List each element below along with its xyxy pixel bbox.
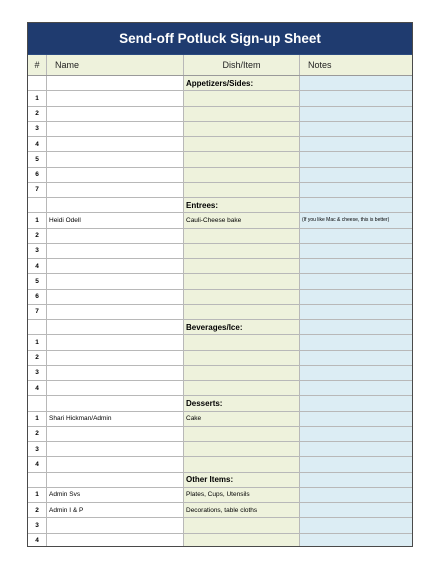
dish-cell[interactable] xyxy=(184,381,300,395)
notes-cell[interactable] xyxy=(300,351,412,365)
dish-cell[interactable] xyxy=(184,274,300,288)
dish-cell[interactable] xyxy=(184,305,300,319)
row-number: 4 xyxy=(28,137,47,151)
name-cell[interactable] xyxy=(47,457,184,471)
section-label: Appetizers/Sides: xyxy=(184,76,300,90)
row-number: 3 xyxy=(28,366,47,380)
name-cell[interactable] xyxy=(47,534,184,548)
dish-cell[interactable]: Decorations, table cloths xyxy=(184,503,300,517)
header-notes: Notes xyxy=(308,60,332,70)
signup-row xyxy=(28,366,412,381)
name-cell[interactable] xyxy=(47,259,184,273)
name-cell[interactable] xyxy=(47,91,184,105)
name-cell[interactable] xyxy=(47,229,184,243)
section-notes-cell xyxy=(300,473,412,487)
signup-row xyxy=(28,534,412,548)
section-label: Other Items: xyxy=(184,473,300,487)
signup-row xyxy=(28,305,412,320)
name-cell[interactable] xyxy=(47,122,184,136)
signup-row xyxy=(28,122,412,137)
header-number: # xyxy=(28,55,47,75)
row-number: 4 xyxy=(28,259,47,273)
dish-cell[interactable] xyxy=(184,534,300,548)
row-number: 3 xyxy=(28,442,47,456)
name-cell[interactable] xyxy=(47,366,184,380)
row-number: 5 xyxy=(28,152,47,166)
dish-cell[interactable] xyxy=(184,442,300,456)
notes-cell[interactable] xyxy=(300,122,412,136)
signup-row xyxy=(28,152,412,167)
notes-cell[interactable] xyxy=(300,152,412,166)
signup-row xyxy=(28,381,412,396)
notes-cell[interactable] xyxy=(300,534,412,548)
name-cell[interactable] xyxy=(47,305,184,319)
section-number-cell xyxy=(28,76,47,90)
dish-cell[interactable] xyxy=(184,244,300,258)
name-cell[interactable] xyxy=(47,183,184,197)
section-name-cell xyxy=(47,198,184,212)
section-notes-cell xyxy=(300,396,412,410)
signup-row xyxy=(28,213,412,228)
name-cell[interactable]: Admin I & P xyxy=(47,503,184,517)
dish-cell[interactable] xyxy=(184,427,300,441)
notes-cell[interactable] xyxy=(300,488,412,502)
row-number: 5 xyxy=(28,274,47,288)
notes-cell[interactable] xyxy=(300,229,412,243)
dish-cell[interactable] xyxy=(184,259,300,273)
row-number: 6 xyxy=(28,168,47,182)
notes-cell[interactable] xyxy=(300,442,412,456)
section-label: Desserts: xyxy=(184,396,300,410)
signup-row xyxy=(28,183,412,198)
row-number: 3 xyxy=(28,244,47,258)
row-number: 2 xyxy=(28,427,47,441)
signup-row xyxy=(28,168,412,183)
name-cell[interactable] xyxy=(47,351,184,365)
notes-cell[interactable] xyxy=(300,91,412,105)
name-cell[interactable] xyxy=(47,107,184,121)
signup-row xyxy=(28,457,412,472)
dish-cell[interactable]: Cake xyxy=(184,412,300,426)
row-number: 1 xyxy=(28,488,47,502)
dish-cell[interactable] xyxy=(184,351,300,365)
section-header-row xyxy=(28,320,412,335)
row-number: 1 xyxy=(28,213,47,227)
section-number-cell xyxy=(28,396,47,410)
notes-cell[interactable] xyxy=(300,244,412,258)
notes-cell[interactable] xyxy=(300,412,412,426)
signup-row xyxy=(28,351,412,366)
section-label: Entrees: xyxy=(184,198,300,212)
notes-cell[interactable] xyxy=(300,183,412,197)
dish-cell[interactable] xyxy=(184,457,300,471)
name-cell[interactable] xyxy=(47,335,184,349)
notes-cell[interactable] xyxy=(300,168,412,182)
signup-row xyxy=(28,274,412,289)
name-cell[interactable] xyxy=(47,168,184,182)
section-header-row xyxy=(28,198,412,213)
dish-cell[interactable] xyxy=(184,290,300,304)
signup-row xyxy=(28,518,412,533)
notes-cell[interactable]: (If you like Mac & cheese, this is better) xyxy=(300,213,412,227)
section-name-cell xyxy=(47,320,184,334)
notes-cell[interactable] xyxy=(300,518,412,532)
section-notes-cell xyxy=(300,320,412,334)
row-number: 1 xyxy=(28,412,47,426)
signup-row xyxy=(28,503,412,518)
row-number: 7 xyxy=(28,305,47,319)
row-number: 4 xyxy=(28,534,47,548)
section-notes-cell xyxy=(300,198,412,212)
notes-cell[interactable] xyxy=(300,107,412,121)
name-cell[interactable] xyxy=(47,381,184,395)
notes-cell[interactable] xyxy=(300,381,412,395)
column-header-row xyxy=(28,55,412,76)
row-number: 6 xyxy=(28,290,47,304)
dish-cell[interactable] xyxy=(184,229,300,243)
name-cell[interactable] xyxy=(47,274,184,288)
name-cell[interactable] xyxy=(47,244,184,258)
signup-row xyxy=(28,244,412,259)
notes-cell[interactable] xyxy=(300,427,412,441)
section-header-row xyxy=(28,76,412,91)
signup-row xyxy=(28,91,412,106)
row-number: 3 xyxy=(28,122,47,136)
section-number-cell xyxy=(28,320,47,334)
section-header-row xyxy=(28,396,412,411)
section-header-row xyxy=(28,473,412,488)
signup-row xyxy=(28,412,412,427)
row-number: 4 xyxy=(28,381,47,395)
signup-sheet xyxy=(27,22,413,547)
sheet-title: Send-off Potluck Sign-up Sheet xyxy=(28,23,412,55)
dish-cell[interactable] xyxy=(184,183,300,197)
signup-row xyxy=(28,335,412,350)
row-number: 3 xyxy=(28,518,47,532)
name-cell[interactable] xyxy=(47,152,184,166)
signup-row xyxy=(28,259,412,274)
header-dish: Dish/Item xyxy=(184,55,300,75)
signup-row xyxy=(28,442,412,457)
signup-row xyxy=(28,427,412,442)
notes-cell[interactable] xyxy=(300,335,412,349)
dish-cell[interactable] xyxy=(184,137,300,151)
notes-cell[interactable] xyxy=(300,366,412,380)
name-cell[interactable]: Heidi Odell xyxy=(47,213,184,227)
dish-cell[interactable]: Cauli-Cheese bake xyxy=(184,213,300,227)
section-label: Beverages/Ice: xyxy=(184,320,300,334)
dish-cell[interactable] xyxy=(184,518,300,532)
dish-cell[interactable] xyxy=(184,122,300,136)
notes-cell[interactable] xyxy=(300,259,412,273)
name-cell[interactable] xyxy=(47,137,184,151)
signup-row xyxy=(28,229,412,244)
dish-cell[interactable] xyxy=(184,366,300,380)
dish-cell[interactable]: Plates, Cups, Utensils xyxy=(184,488,300,502)
notes-cell[interactable] xyxy=(300,305,412,319)
row-number: 2 xyxy=(28,107,47,121)
section-notes-cell xyxy=(300,76,412,90)
name-cell[interactable] xyxy=(47,427,184,441)
row-number: 1 xyxy=(28,335,47,349)
notes-cell[interactable] xyxy=(300,503,412,517)
section-name-cell xyxy=(47,76,184,90)
row-number: 2 xyxy=(28,351,47,365)
signup-row xyxy=(28,107,412,122)
notes-cell[interactable] xyxy=(300,457,412,471)
signup-row xyxy=(28,488,412,503)
row-number: 1 xyxy=(28,91,47,105)
section-number-cell xyxy=(28,473,47,487)
dish-cell[interactable] xyxy=(184,152,300,166)
row-number: 2 xyxy=(28,503,47,517)
signup-row xyxy=(28,290,412,305)
header-name: Name xyxy=(47,55,184,75)
signup-row xyxy=(28,137,412,152)
row-number: 2 xyxy=(28,229,47,243)
section-number-cell xyxy=(28,198,47,212)
name-cell[interactable] xyxy=(47,518,184,532)
sheet-body xyxy=(28,76,412,547)
dish-cell[interactable] xyxy=(184,91,300,105)
row-number: 4 xyxy=(28,457,47,471)
section-name-cell xyxy=(47,396,184,410)
name-cell[interactable]: Shari Hickman/Admin xyxy=(47,412,184,426)
name-cell[interactable] xyxy=(47,290,184,304)
notes-cell[interactable] xyxy=(300,274,412,288)
notes-cell[interactable] xyxy=(300,137,412,151)
dish-cell[interactable] xyxy=(184,335,300,349)
row-number: 7 xyxy=(28,183,47,197)
notes-cell[interactable] xyxy=(300,290,412,304)
section-name-cell xyxy=(47,473,184,487)
name-cell[interactable] xyxy=(47,442,184,456)
name-cell[interactable]: Admin Svs xyxy=(47,488,184,502)
dish-cell[interactable] xyxy=(184,168,300,182)
dish-cell[interactable] xyxy=(184,107,300,121)
